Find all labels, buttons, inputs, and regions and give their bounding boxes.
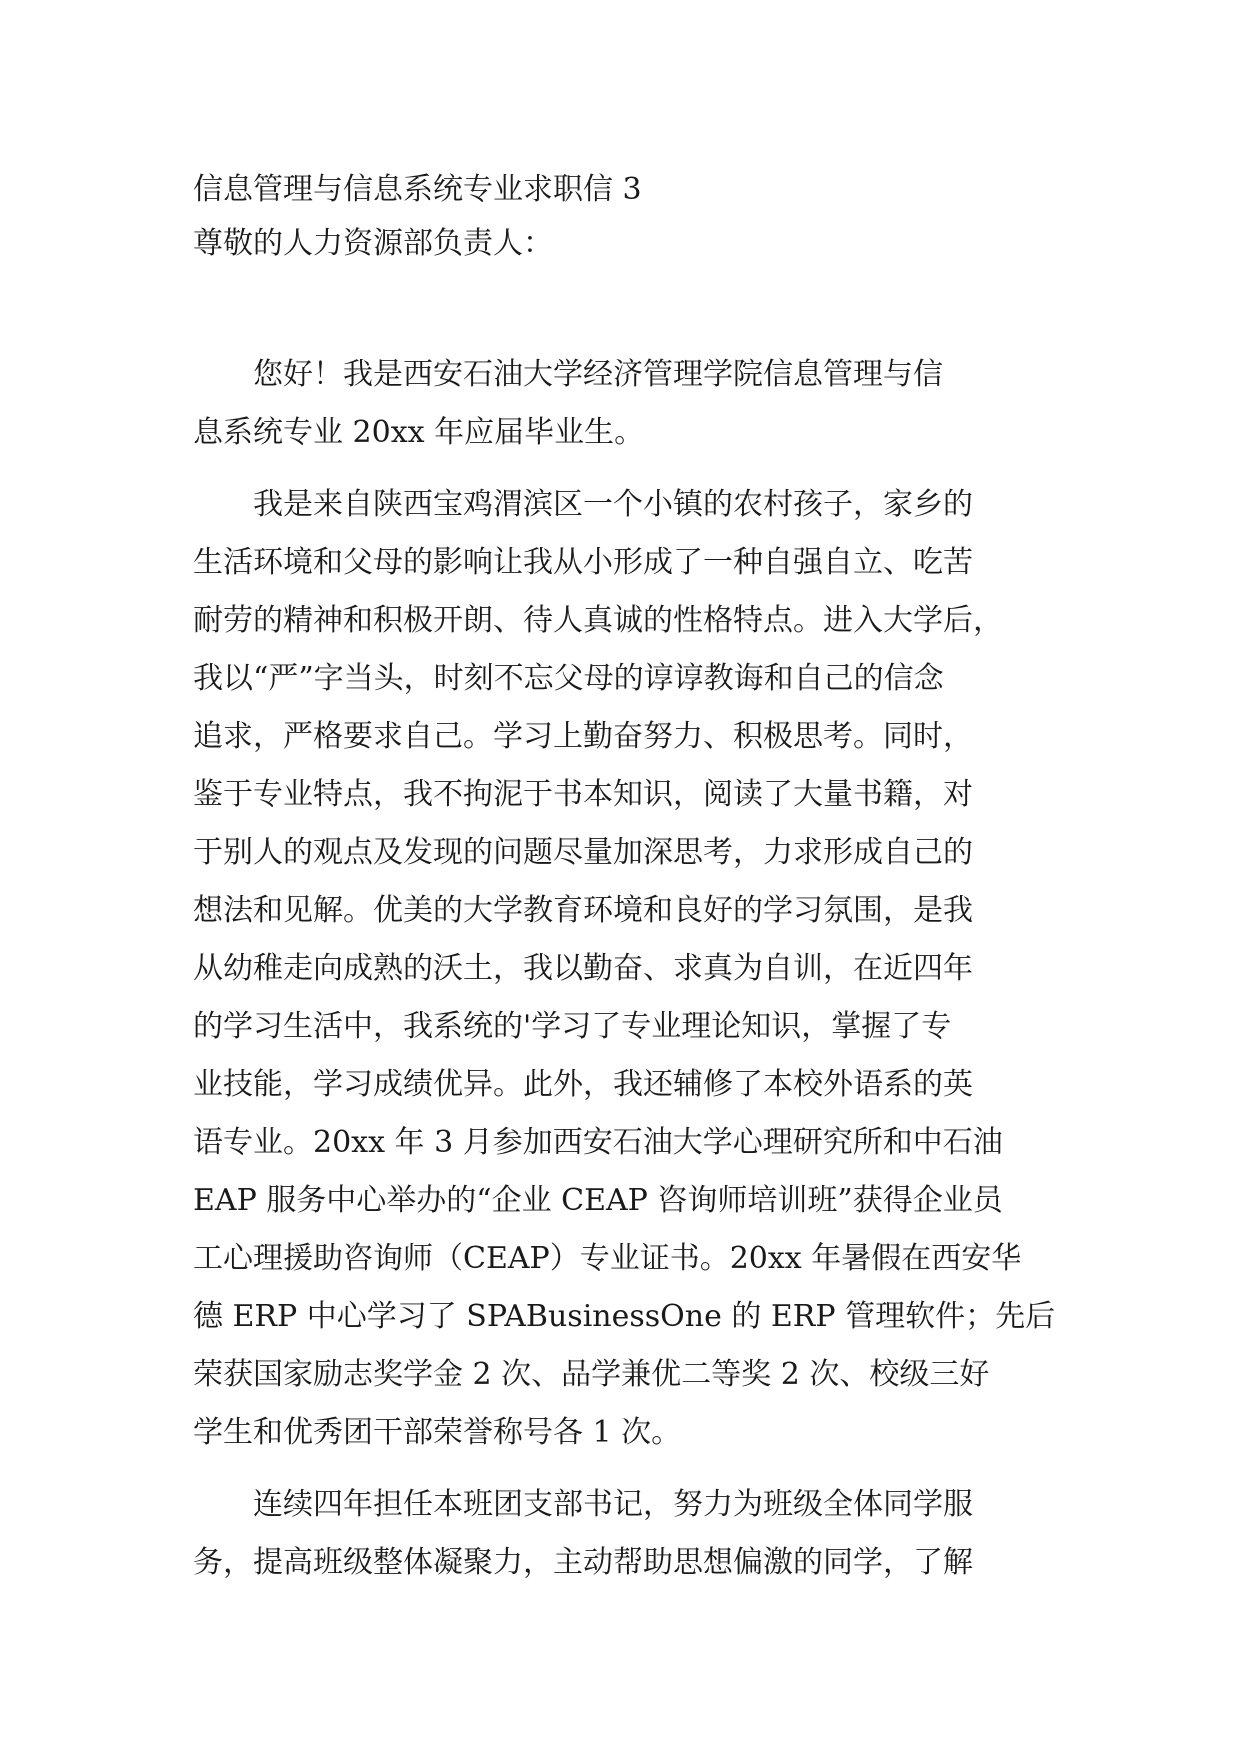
text-line: EAP 服务中心举办的“企业 CEAP 咨询师培训班”获得企业员: [193, 1183, 1003, 1218]
text-line: 鉴于专业特点，我不拘泥于书本知识，阅读了大量书籍，对: [193, 777, 973, 812]
text-line: 语专业。20xx 年 3 月参加西安石油大学心理研究所和中石油: [193, 1125, 1003, 1160]
text-line: 务，提高班级整体凝聚力，主动帮助思想偏激的同学，了解: [193, 1545, 973, 1580]
text-line: 业技能，学习成绩优异。此外，我还辅修了本校外语系的英: [193, 1067, 973, 1102]
text-line: 的学习生活中，我系统的'学习了专业理论知识，掌握了专: [193, 1009, 952, 1044]
paragraph-background: [193, 476, 1056, 1462]
text-line: 学生和优秀团干部荣誉称号各 1 次。: [193, 1415, 682, 1450]
text-line: 于别人的观点及发现的问题尽量加深思考，力求形成自己的: [193, 835, 973, 870]
blank-line: [193, 268, 1053, 346]
text-line: 荣获国家励志奖学金 2 次、品学兼优二等奖 2 次、校级三好: [193, 1357, 990, 1392]
text-line: 息系统专业 20xx 年应届毕业生。: [193, 415, 645, 450]
text-line: 我是来自陕西宝鸡渭滨区一个小镇的农村孩子，家乡的: [253, 487, 973, 522]
text-line: 生活环境和父母的影响让我从小形成了一种自强自立、吃苦: [193, 545, 973, 580]
text-line: 追求，严格要求自己。学习上勤奋努力、积极思考。同时，: [193, 719, 973, 754]
text-line: 连续四年担任本班团支部书记，努力为班级全体同学服: [253, 1487, 973, 1522]
text-line: 我以“严”字当头，时刻不忘父母的谆谆教诲和自己的信念: [193, 661, 944, 696]
document-title: 信息管理与信息系统专业求职信 3: [193, 172, 642, 207]
text-line: 从幼稚走向成熟的沃土，我以勤奋、求真为自训，在近四年: [193, 951, 973, 986]
paragraph-greeting: [193, 346, 1053, 462]
text-line: 工心理援助咨询师（CEAP）专业证书。20xx 年暑假在西安华: [193, 1241, 1022, 1276]
text-line: 想法和见解。优美的大学教育环境和良好的学习氛围，是我: [193, 893, 973, 928]
text-line: 耐劳的精神和积极开朗、待人真诚的性格特点。进入大学后，: [193, 603, 1003, 638]
salutation: 尊敬的人力资源部负责人：: [193, 226, 553, 261]
document-page: [193, 166, 1056, 1606]
paragraph-activities: [193, 1476, 1053, 1592]
text-line: 德 ERP 中心学习了 SPABusinessOne 的 ERP 管理软件；先后: [193, 1299, 1056, 1334]
text-line: 您好！我是西安石油大学经济管理学院信息管理与信: [253, 357, 943, 392]
